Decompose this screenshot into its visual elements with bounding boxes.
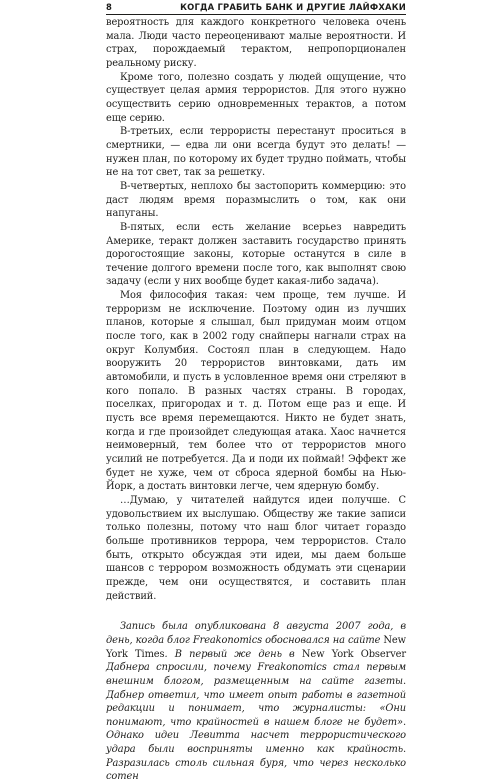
paragraph: В-четвертых, неплохо бы застопорить коммерцию: это даст людям время поразмыслить о том, как они напуганы. (106, 180, 406, 220)
paragraph: В-третьих, если террористы перестанут проситься в смертники, — едва ли они всегда будут это делать! — нужен план, по которому их будет трудно поймать, чтобы не на тот свет, так за решетку. (106, 126, 406, 179)
publication-name: New York Observer (301, 648, 407, 660)
paragraph: Моя философия такая: чем проще, тем лучше. И терроризм не исключение. Поэтому один из лучших планов, которые я слышал, был придуман моим отцом после того, как в 2002 году снайперы нагнали страх на округ Колумбия. Состоял план в следующем. Надо вооружить 20 террористов винтовками, дать им автомобили, и пусть в условленное время они стреляют в кого попало. В разных частях страны. В городах, поселках, пригородах и т. д. Потом еще раз и еще. И пусть все время перемещаются. Никто не будет знать, когда и где произойдет следующая атака. Хаос начнется неимоверный, тем более что от террористов много усилий не потребуется. Да и поди их поймай! Эффект же будет не хуже, чем от сброса ядерной бомбы на Нью-Йорк, а достать винтовки легче, чем ядерную бомбу. (106, 290, 406, 493)
italic-text: Запись была опубликована 8 августа 2007 года, в день, когда блог Freakonomics обосновался на сайте (106, 621, 406, 646)
paragraph: Кроме того, полезно создать у людей ощущение, что существует целая армия террористов. Для этого нужно осуществить серию одновременных терактов, а потом еще серию. (106, 71, 406, 124)
italic-text: . В первый же день в (164, 648, 302, 660)
running-header (106, 2, 406, 14)
body-text (106, 16, 406, 784)
paragraph: В-пятых, если есть желание всерьез навредить Америке, теракт должен заставить государство принять дорогостоящие законы, которые останутся в силе в течение долгого времени после того, как выполнят свою задачу (если у них вообще будет какая-либо задача). (106, 221, 406, 288)
publication-name: New York Times (106, 634, 406, 660)
running-title: КОГДА ГРАБИТЬ БАНК И ДРУГИЕ ЛАЙФХАКИ (180, 2, 406, 12)
italic-text: Дабнера спросили, почему Freakonomics стал первым внешним блогом, размещенным на сайте газеты. Дабнер ответил, что имеет опыт работы в газетной редакции и понимает, что журналисты: «Они понимают, что крайностей в нашем блоге не будет». Однако идеи Левитта насчет террористического удара были восприняты именно как крайность. Разразилась столь сильная буря, что через несколько сотен (106, 662, 406, 783)
paragraph: вероятность для каждого конкретного человека очень мала. Люди часто переоценивают малые вероятности. И страх, порождаемый терактом, непропорционален реальному риску. (106, 17, 406, 69)
page-number: 8 (106, 2, 113, 12)
paragraph: …Думаю, у читателей найдутся идеи получше. С удовольствием их выслушаю. Обществу же такие записи только полезны, потому что наш блог читает гораздо больше противников террора, чем террористов. Стало быть, открыто обсуждая эти идеи, мы даем больше шансов с террором возможность обдумать эти сценарии прежде, чем они осуществятся, и составить план действий. (106, 494, 406, 602)
italic-paragraph (106, 620, 406, 784)
header-rule (106, 14, 406, 15)
